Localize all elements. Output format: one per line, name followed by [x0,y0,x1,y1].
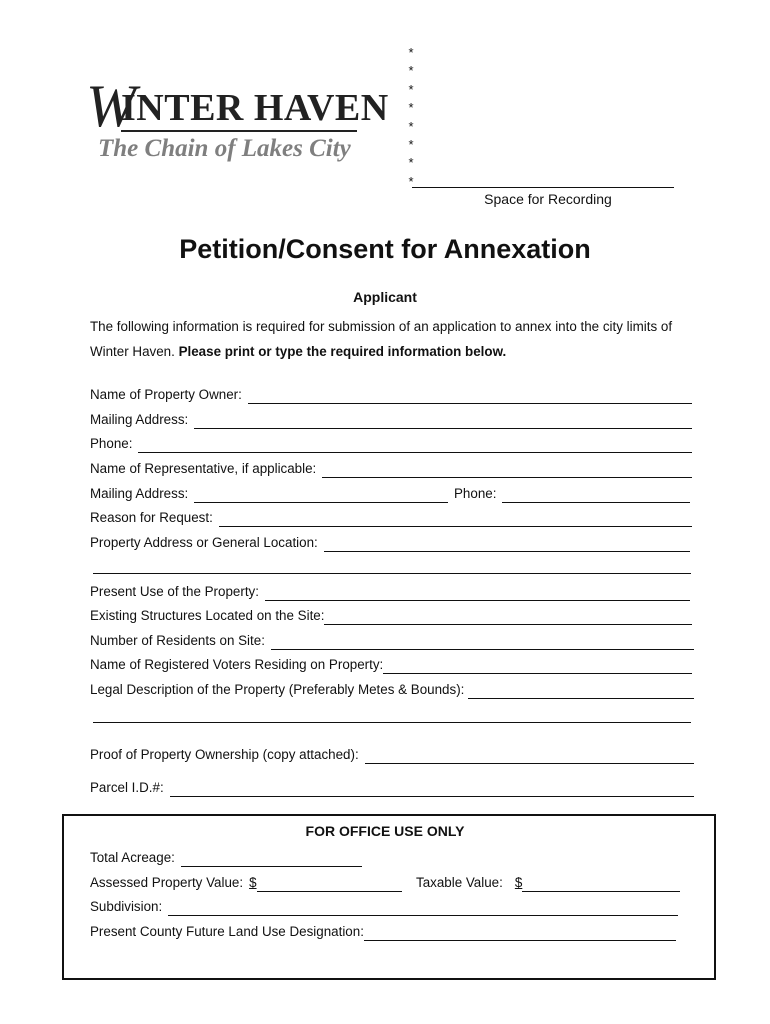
intro-instruction: Please print or type the required information below. [178,344,507,359]
field-label: Mailing Address: [90,412,189,427]
field-label: Assessed Property Value: [90,875,244,890]
field-legal-description[interactable] [90,681,694,699]
star: * [408,173,414,189]
field-rep-mailing[interactable] [90,485,448,503]
field-label: Total Acreage: [90,850,175,865]
field-registered-voters[interactable] [90,656,692,674]
blank-line[interactable] [93,722,691,723]
star: * [408,118,414,134]
currency-symbol: $ [249,875,257,890]
blank-line[interactable] [194,488,448,503]
blank-line[interactable] [248,389,692,404]
field-label: Reason for Request: [90,510,213,525]
blank-line[interactable] [522,877,680,892]
field-label: Mailing Address: [90,486,189,501]
blank-line[interactable] [502,488,690,503]
currency-symbol: $ [514,875,523,890]
field-label: Taxable Value: [416,875,503,890]
page-title: Petition/Consent for Annexation [179,234,591,264]
blank-line[interactable] [365,749,694,764]
field-label: Name of Property Owner: [90,387,242,402]
star: * [408,63,414,79]
blank-line[interactable] [364,926,676,941]
field-owner[interactable] [90,386,692,404]
blank-line[interactable] [194,414,692,429]
field-structures[interactable] [90,607,692,625]
intro-paragraph [90,314,700,364]
blank-line[interactable] [219,512,692,527]
field-representative[interactable] [90,460,692,478]
star: * [408,45,414,60]
intro-text: The following information is required for submission of an application to annex into the city limits of Winter Haven. [90,319,673,359]
blank-line[interactable] [324,537,690,552]
field-label: Subdivision: [90,899,163,914]
blank-line[interactable] [93,573,691,574]
field-label: Phone: [90,436,133,451]
blank-line[interactable] [181,852,362,867]
blank-line[interactable] [168,901,678,916]
blank-line[interactable] [271,635,694,650]
logo-name: INTER HAVEN [121,87,389,129]
recording-line [412,187,674,188]
logo-tagline: The Chain of Lakes City [98,135,351,162]
field-land-use[interactable] [90,923,676,941]
field-values[interactable] [90,874,680,892]
section-heading: Applicant [353,289,417,305]
blank-line[interactable] [324,610,692,625]
field-label: Phone: [454,486,497,501]
star: * [408,155,414,171]
field-total-acreage[interactable] [90,849,362,867]
logo-rule [121,130,357,132]
field-rep-phone[interactable] [454,485,690,503]
field-property-address[interactable] [90,534,690,552]
blank-line[interactable] [468,684,694,699]
recording-label: Space for Recording [484,191,612,207]
field-label: Name of Registered Voters Residing on Property: [90,657,384,672]
field-label: Number of Residents on Site: [90,633,265,648]
field-label: Existing Structures Located on the Site: [90,608,325,623]
field-present-use[interactable] [90,583,690,601]
blank-line[interactable] [257,877,402,892]
field-label: Legal Description of the Property (Preferably Metes & Bounds): [90,682,465,697]
field-subdivision[interactable] [90,898,678,916]
field-label: Present County Future Land Use Designation: [90,924,364,939]
field-parcel-id[interactable] [90,779,694,797]
office-use-heading: FOR OFFICE USE ONLY [305,823,465,839]
field-residents[interactable] [90,632,694,650]
field-assessed-value[interactable] [90,874,402,892]
field-reason[interactable] [90,509,692,527]
field-rep-mailing-phone[interactable] [90,485,690,503]
blank-line[interactable] [322,463,692,478]
recording-stars [405,44,417,191]
blank-line[interactable] [170,782,694,797]
blank-line[interactable] [265,586,690,601]
star: * [408,81,414,97]
field-proof-ownership[interactable] [90,746,694,764]
logo-initial: W [86,73,136,139]
blank-line[interactable] [383,659,692,674]
field-phone[interactable] [90,435,692,453]
field-label: Present Use of the Property: [90,584,259,599]
field-label: Parcel I.D.#: [90,780,164,795]
star: * [408,136,414,152]
field-taxable-value[interactable] [416,874,680,892]
field-label: Name of Representative, if applicable: [90,461,317,476]
field-label: Property Address or General Location: [90,535,318,550]
star: * [408,100,414,116]
field-mailing-address[interactable] [90,411,692,429]
field-label: Proof of Property Ownership (copy attached): [90,747,359,762]
blank-line[interactable] [138,438,692,453]
